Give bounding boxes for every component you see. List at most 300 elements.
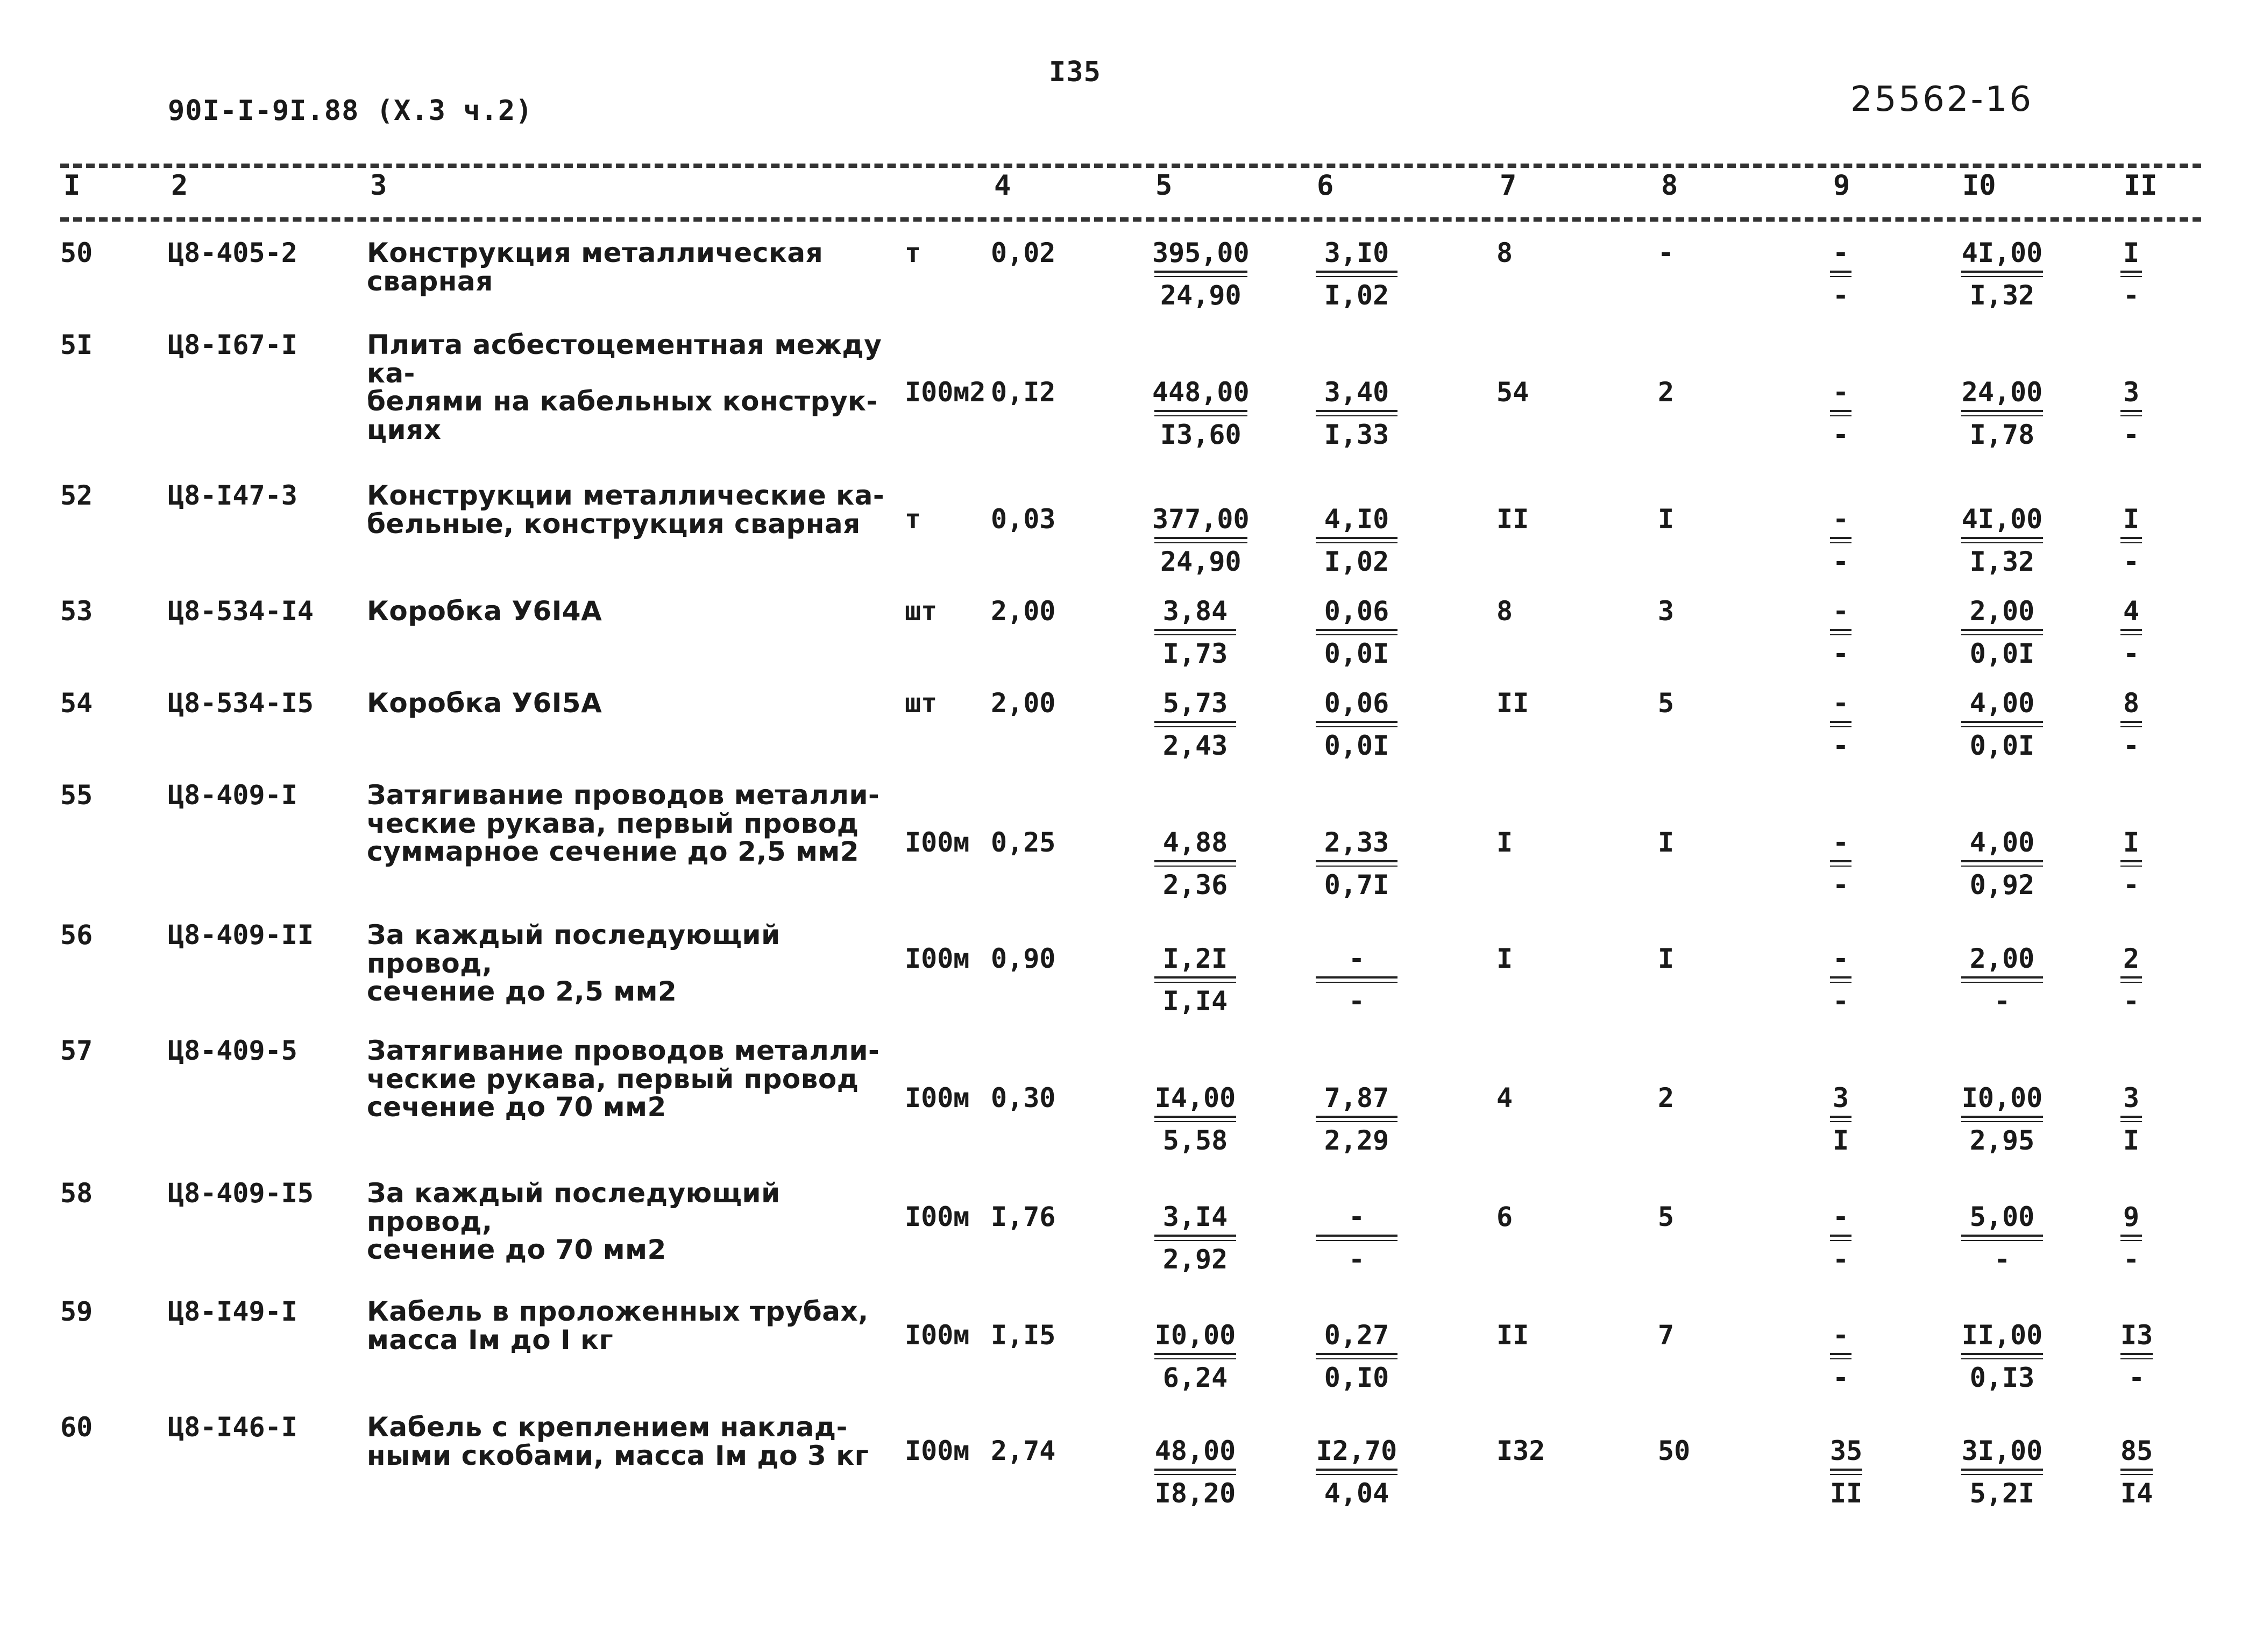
col6-value-numerator: 3,I0 [1324, 237, 1389, 268]
col10-value-fraction-bar [1961, 629, 2043, 635]
col5-cell [1152, 309, 1314, 460]
col6-cell [1314, 668, 1496, 760]
col11-value [2120, 828, 2142, 899]
description-cell [367, 309, 905, 460]
col11-value-fraction-bar [2120, 1235, 2142, 1241]
col11-cell [2120, 576, 2201, 668]
col11-value-fraction-bar [2120, 721, 2142, 727]
col10-value-fraction-bar [1961, 1353, 2043, 1359]
col10-value-numerator: 2,00 [1969, 595, 2035, 627]
norm-code-cell [168, 1015, 367, 1158]
unit-cell [905, 1276, 991, 1392]
col10-value [1959, 945, 2045, 1015]
col6-value [1314, 945, 1400, 1015]
unit: I00м [905, 1201, 970, 1232]
row-number-cell [60, 899, 168, 1015]
col9-value-denominator: - [1832, 1362, 1849, 1393]
col8-cell [1658, 760, 1830, 899]
col5-value [1152, 828, 1238, 899]
description-cell [367, 1015, 905, 1158]
col5-cell [1152, 760, 1314, 899]
col10-cell [1959, 1015, 2120, 1158]
row-number: 50 [60, 237, 93, 268]
col5-value-denominator: 2,36 [1162, 869, 1228, 901]
col9-value [1830, 828, 1851, 899]
description-line: сечение до 70 мм2 [367, 1091, 666, 1123]
col5-value [1152, 1203, 1238, 1273]
col11-cell [2120, 760, 2201, 899]
table-row [60, 1015, 2201, 1158]
col10-value-denominator: 0,I3 [1969, 1362, 2035, 1393]
col5-value-denominator: 24,90 [1160, 279, 1241, 311]
col11-value-fraction-bar [2120, 860, 2142, 867]
col10-cell [1959, 760, 2120, 899]
col7-value: I [1496, 943, 1513, 974]
col5-value [1152, 505, 1250, 576]
col9-value-denominator: II [1830, 1477, 1863, 1509]
col7-cell [1496, 576, 1658, 668]
col9-value-numerator: - [1832, 1320, 1849, 1351]
unit: т [905, 504, 921, 535]
col5-value [1152, 597, 1238, 668]
col6-value [1314, 689, 1400, 760]
col6-cell [1314, 1015, 1496, 1158]
norm-code: Ц8-534-I4 [168, 595, 314, 627]
col5-value-numerator: I0,00 [1154, 1320, 1236, 1351]
col10-value [1959, 828, 2045, 899]
col5-value-numerator: 395,00 [1152, 237, 1250, 268]
col5-value [1152, 1321, 1238, 1392]
unit-cell [905, 576, 991, 668]
col9-cell [1830, 899, 1959, 1015]
col9-value-numerator: - [1832, 595, 1849, 627]
col9-cell [1830, 1276, 1959, 1392]
col11-value [2120, 239, 2142, 309]
col7-value: 8 [1496, 237, 1513, 268]
col5-value-numerator: 4,88 [1162, 827, 1228, 858]
row-number: 58 [60, 1178, 93, 1209]
col5-value [1152, 239, 1250, 309]
col6-value-numerator: 0,06 [1324, 687, 1389, 719]
row-number: 53 [60, 595, 93, 627]
col7-cell [1496, 899, 1658, 1015]
col11-value-numerator: I [2123, 827, 2140, 858]
col9-value-numerator: - [1832, 827, 1849, 858]
unit-cell [905, 1015, 991, 1158]
col10-cell [1959, 899, 2120, 1015]
norm-code: Ц8-I67-I [168, 329, 297, 360]
col6-value-denominator: 0,7I [1324, 869, 1389, 901]
quantity-cell [991, 1392, 1152, 1510]
col7-cell [1496, 1158, 1658, 1276]
col6-value-denominator: 0,I0 [1324, 1362, 1389, 1393]
col5-value-fraction-bar [1154, 1235, 1236, 1241]
col6-value-denominator: 0,0I [1324, 637, 1389, 669]
quantity: 0,25 [991, 827, 1056, 858]
col11-value-numerator: 2 [2123, 943, 2140, 974]
col9-value [1830, 1203, 1851, 1273]
col11-value-numerator: 3 [2123, 377, 2140, 408]
col11-value-numerator: I3 [2120, 1320, 2153, 1351]
norm-code: Ц8-409-II [168, 919, 314, 951]
col11-value-fraction-bar [2120, 629, 2142, 635]
col6-value-numerator: - [1348, 1201, 1365, 1232]
col6-value-denominator: 4,04 [1324, 1477, 1389, 1509]
table-row [60, 460, 2201, 576]
col9-value-fraction-bar [1830, 537, 1851, 543]
norm-code: Ц8-409-I5 [168, 1178, 314, 1209]
norm-code: Ц8-409-I [168, 779, 297, 811]
col9-value-fraction-bar [1830, 860, 1851, 867]
col5-cell [1152, 1158, 1314, 1276]
col9-value-fraction-bar [1830, 410, 1851, 416]
col10-value-fraction-bar [1961, 976, 2043, 983]
col5-value-numerator: 448,00 [1152, 377, 1250, 408]
col11-value [2120, 378, 2142, 449]
handwritten-stamp: 25562-16 [1850, 80, 2034, 119]
description-cell [367, 760, 905, 899]
description-line: масса Iм до I кг [367, 1324, 614, 1356]
col5-cell [1152, 1392, 1314, 1510]
col10-value-denominator: - [1993, 1243, 2011, 1275]
col10-value-fraction-bar [1961, 721, 2043, 727]
quantity-cell [991, 760, 1152, 899]
quantity: 0,30 [991, 1082, 1056, 1114]
col6-value-fraction-bar [1316, 537, 1397, 543]
col9-value-denominator: - [1832, 729, 1849, 761]
unit: I00м [905, 1435, 970, 1466]
col6-cell [1314, 1276, 1496, 1392]
col10-value-fraction-bar [1961, 537, 2043, 543]
description-line: Плита асбестоцементная между ка- [367, 329, 882, 389]
row-number: 59 [60, 1296, 93, 1327]
col6-value-numerator: 0,06 [1324, 595, 1389, 627]
col5-value-numerator: 48,00 [1154, 1435, 1236, 1466]
col6-value [1314, 1084, 1400, 1154]
col6-value [1314, 1437, 1400, 1507]
col10-value [1959, 378, 2045, 449]
col6-value-fraction-bar [1316, 721, 1397, 727]
col10-value-numerator: 4I,00 [1961, 504, 2043, 535]
col6-value-fraction-bar [1316, 1353, 1397, 1359]
col8-cell [1658, 1015, 1830, 1158]
quantity: 2,74 [991, 1435, 1056, 1466]
norm-code: Ц8-405-2 [168, 237, 297, 268]
col11-value [2120, 1321, 2153, 1392]
col5-value-denominator: I3,60 [1160, 419, 1241, 450]
col10-value [1959, 689, 2045, 760]
table-row [60, 1158, 2201, 1276]
col9-value-fraction-bar [1830, 1353, 1851, 1359]
unit-cell [905, 668, 991, 760]
norm-code: Ц8-I46-I [168, 1412, 297, 1443]
unit-cell [905, 217, 991, 309]
description-cell [367, 668, 905, 760]
col9-cell [1830, 1392, 1959, 1510]
col6-value-fraction-bar [1316, 976, 1397, 983]
col11-value-numerator: I [2123, 237, 2140, 268]
unit: I00м [905, 943, 970, 974]
norm-code-cell [168, 668, 367, 760]
description-cell [367, 899, 905, 1015]
col5-value-denominator: 24,90 [1160, 545, 1241, 577]
col11-cell [2120, 1392, 2201, 1510]
row-number: 60 [60, 1412, 93, 1443]
table-row [60, 899, 2201, 1015]
col6-value-denominator: - [1348, 1243, 1365, 1275]
row-number-cell [60, 576, 168, 668]
col9-value-numerator: - [1832, 687, 1849, 719]
col7-value: 4 [1496, 1082, 1513, 1114]
description-cell [367, 576, 905, 668]
col7-value: 8 [1496, 595, 1513, 627]
row-number: 5I [60, 329, 93, 360]
col11-value-denominator: I [2123, 1124, 2140, 1156]
norm-code-cell [168, 1276, 367, 1392]
col-header-10: I0 [1962, 169, 1996, 202]
col6-value-denominator: I,02 [1324, 279, 1389, 311]
col8-cell [1658, 668, 1830, 760]
description-line: ными скобами, масса Iм до 3 кг [367, 1440, 869, 1471]
row-number-cell [60, 668, 168, 760]
quantity: 0,02 [991, 237, 1056, 268]
col10-value-numerator: 4,00 [1969, 827, 2035, 858]
col10-value-numerator: 5,00 [1969, 1201, 2035, 1232]
col8-value: - [1658, 237, 1675, 268]
col10-value-numerator: 4,00 [1969, 687, 2035, 719]
col7-cell [1496, 1276, 1658, 1392]
table-row [60, 576, 2201, 668]
table-row [60, 1392, 2201, 1510]
description-line: сечение до 2,5 мм2 [367, 976, 677, 1007]
col5-value [1152, 378, 1250, 449]
col8-value: 2 [1658, 377, 1675, 408]
quantity: 0,03 [991, 504, 1056, 535]
col10-cell [1959, 1276, 2120, 1392]
col11-value-fraction-bar [2120, 410, 2142, 416]
col10-cell [1959, 217, 2120, 309]
norm-code: Ц8-409-5 [168, 1035, 297, 1066]
table-row [60, 309, 2201, 460]
col6-value-denominator: 0,0I [1324, 729, 1389, 761]
col5-value-numerator: 3,84 [1162, 595, 1228, 627]
row-number: 52 [60, 480, 93, 511]
unit: I00м [905, 1082, 970, 1114]
col7-cell [1496, 1015, 1658, 1158]
quantity-cell [991, 899, 1152, 1015]
col10-cell [1959, 1158, 2120, 1276]
col11-value-denominator: - [2123, 729, 2140, 761]
col8-value: I [1658, 504, 1675, 535]
col9-value [1830, 505, 1851, 576]
table-row [60, 760, 2201, 899]
col11-cell [2120, 217, 2201, 309]
description-line: Кабель в проложенных трубах, [367, 1296, 869, 1327]
col8-cell [1658, 309, 1830, 460]
col10-value-denominator: I,32 [1969, 545, 2035, 577]
col5-value-denominator: I,I4 [1162, 985, 1228, 1017]
col10-cell [1959, 1392, 2120, 1510]
col5-value [1152, 1437, 1238, 1507]
quantity-cell [991, 1158, 1152, 1276]
description-line: Кабель с креплением наклад- [367, 1412, 848, 1443]
col10-value-fraction-bar [1961, 410, 2043, 416]
unit: шт [905, 595, 938, 627]
col10-value-denominator: 0,0I [1969, 729, 2035, 761]
col6-value-fraction-bar [1316, 271, 1397, 277]
quantity-cell [991, 576, 1152, 668]
norm-code-cell [168, 1158, 367, 1276]
col6-value-numerator: - [1348, 943, 1365, 974]
unit-cell [905, 899, 991, 1015]
col6-value [1314, 1321, 1400, 1392]
col8-value: 5 [1658, 687, 1675, 719]
col5-cell [1152, 668, 1314, 760]
col5-value-fraction-bar [1154, 976, 1236, 983]
col11-value-fraction-bar [2120, 537, 2142, 543]
column-number-row [60, 171, 2201, 217]
norm-code-cell [168, 217, 367, 309]
table-row [60, 1276, 2201, 1392]
col8-value: 7 [1658, 1320, 1675, 1351]
col8-cell [1658, 1158, 1830, 1276]
col8-value: 50 [1658, 1435, 1691, 1466]
col6-value-denominator: - [1348, 985, 1365, 1017]
description-line: За каждый последующий провод, [367, 919, 781, 979]
description-cell [367, 460, 905, 576]
col6-value-numerator: 7,87 [1324, 1082, 1389, 1114]
col9-value-denominator: - [1832, 985, 1849, 1017]
col6-value [1314, 378, 1400, 449]
col8-cell [1658, 460, 1830, 576]
unit: I00м [905, 1320, 970, 1351]
unit-cell [905, 460, 991, 576]
col7-cell [1496, 309, 1658, 460]
col5-value-fraction-bar [1154, 629, 1236, 635]
col9-value-numerator: 3 [1832, 1082, 1849, 1114]
col9-value [1830, 945, 1851, 1015]
document-code: 90I-I-9I.88 (X.3 ч.2) [168, 95, 533, 127]
col5-value-fraction-bar [1154, 537, 1247, 543]
col11-cell [2120, 309, 2201, 460]
description-line: ческие рукава, первый провод [367, 807, 859, 839]
col11-cell [2120, 1276, 2201, 1392]
col9-value [1830, 689, 1851, 760]
col7-cell [1496, 668, 1658, 760]
col11-value [2120, 945, 2142, 1015]
col10-value-denominator: - [1993, 985, 2011, 1017]
col6-value-fraction-bar [1316, 860, 1397, 867]
quantity-cell [991, 1015, 1152, 1158]
row-number: 54 [60, 687, 93, 719]
description-cell [367, 1158, 905, 1276]
col6-value [1314, 1203, 1400, 1273]
col11-value-denominator: - [2123, 985, 2140, 1017]
col11-value-fraction-bar [2120, 1116, 2142, 1122]
row-number-cell [60, 1276, 168, 1392]
col5-value-numerator: I,2I [1162, 943, 1228, 974]
col10-value [1959, 1437, 2045, 1507]
col10-value-fraction-bar [1961, 1235, 2043, 1241]
col5-value-fraction-bar [1154, 860, 1236, 867]
row-number-cell [60, 760, 168, 899]
col10-cell [1959, 460, 2120, 576]
col6-cell [1314, 899, 1496, 1015]
col11-value [2120, 505, 2142, 576]
col9-value [1830, 239, 1851, 309]
col10-value-fraction-bar [1961, 1469, 2043, 1475]
col9-value-fraction-bar [1830, 1469, 1862, 1475]
row-number: 56 [60, 919, 93, 951]
col5-value-denominator: I8,20 [1154, 1477, 1236, 1509]
description-line: Конструкции металлические ка- [367, 480, 885, 511]
col-header-5: 5 [1155, 169, 1173, 202]
col10-value [1959, 1321, 2045, 1392]
col9-value [1830, 1437, 1862, 1507]
col9-value-fraction-bar [1830, 629, 1851, 635]
col11-value-fraction-bar [2120, 1469, 2153, 1475]
col6-value-numerator: I2,70 [1316, 1435, 1397, 1466]
description-line: Коробка У6I4А [367, 595, 602, 627]
col-header-11: II [2124, 169, 2158, 202]
unit: I00м [905, 827, 970, 858]
col10-value-numerator: 24,00 [1961, 377, 2043, 408]
col8-value: 5 [1658, 1201, 1675, 1232]
col9-cell [1830, 309, 1959, 460]
col10-value [1959, 239, 2045, 309]
description-line: Затягивание проводов металли- [367, 779, 880, 811]
unit: I00м2 [905, 377, 986, 408]
col9-value-numerator: 35 [1830, 1435, 1863, 1466]
col11-value [2120, 1437, 2153, 1507]
col11-value [2120, 1203, 2142, 1273]
col6-value-fraction-bar [1316, 629, 1397, 635]
col10-value-numerator: 2,00 [1969, 943, 2035, 974]
col10-value-denominator: 2,95 [1969, 1124, 2035, 1156]
col9-cell [1830, 217, 1959, 309]
col5-value-numerator: 3,I4 [1162, 1201, 1228, 1232]
col11-cell [2120, 1015, 2201, 1158]
col6-value-fraction-bar [1316, 1235, 1397, 1241]
col5-value-numerator: 5,73 [1162, 687, 1228, 719]
col5-cell [1152, 1276, 1314, 1392]
col9-cell [1830, 760, 1959, 899]
col-header-1: I [63, 169, 81, 202]
col11-value-numerator: 85 [2120, 1435, 2153, 1466]
col6-cell [1314, 309, 1496, 460]
col7-cell [1496, 1392, 1658, 1510]
col9-value-numerator: - [1832, 377, 1849, 408]
col5-value-fraction-bar [1154, 721, 1236, 727]
quantity-cell [991, 1276, 1152, 1392]
description-line: циях [367, 414, 442, 445]
col11-value [2120, 689, 2142, 760]
description-cell [367, 1276, 905, 1392]
col9-value-numerator: - [1832, 943, 1849, 974]
col7-value: II [1496, 687, 1529, 719]
col10-value-numerator: 4I,00 [1961, 237, 2043, 268]
col8-value: I [1658, 943, 1675, 974]
col6-value-numerator: 4,I0 [1324, 504, 1389, 535]
page-number: I35 [1049, 56, 1101, 88]
col11-value-denominator: - [2123, 1243, 2140, 1275]
col6-cell [1314, 576, 1496, 668]
quantity: 2,00 [991, 595, 1056, 627]
table-row [60, 217, 2201, 309]
unit-cell [905, 309, 991, 460]
col7-value: 54 [1496, 377, 1529, 408]
col-header-3: 3 [370, 169, 387, 202]
